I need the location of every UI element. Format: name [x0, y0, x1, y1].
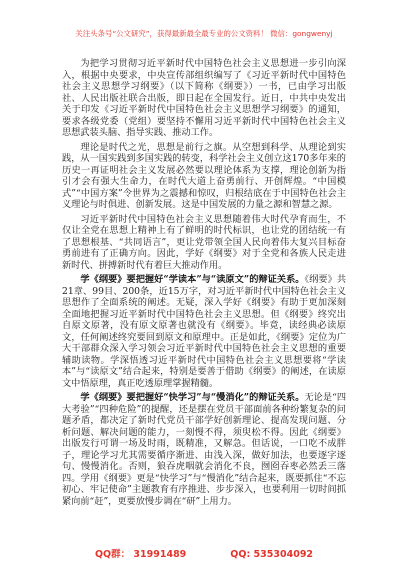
footer-qq-number: QQ: 535304092	[230, 549, 314, 560]
banner-text: 关注头条号“公文研究”，获得最新最全最专业的公文资料！ 微信：gongwenyj	[75, 29, 333, 38]
footer-qq-group: QQ群： 31991489	[94, 549, 187, 560]
paragraph-lead-heading: 学《纲要》要把握好“快学习”与“慢消化”的辩证关系。	[80, 392, 305, 403]
paragraph-text: 为把学习贯彻习近平新时代中国特色社会主义思想进一步引向深入，根据中央要求，中央宣传部组织编写了《习近平新时代中国特色社会主义思想学习纲要》（以下简称《纲要》）一书，已由学习出版社、人民出版社联合出版，即日起在全国发行。近日，中共中央发出关于印发《习近平新时代中国特色社会主义思想学习纲要》的通知，要求各级党委（党组）要坚持不懈用习近平新时代中国特色社会主义思想武装头脑、指导实践、推动工作。	[62, 58, 346, 138]
paragraph-text: 《纲要》共21章、99目、200条，近15万字，对习近平新时代中国特色社会主义思想作了全面系统的阐述。无疑，深入学好《纲要》有助于更加深刻全面地把握习近平新时代中国特色社会主义思想。但《纲要》终究出自原文原著，没有原文原著也就没有《纲要》。毕竟，读经典必读原文，任何阐述终究要回到原文和原理中。正是如此，《纲要》定位为广大干部群众深入学习领会习近平新时代中国特色社会主义思想的重要辅助读物。学深悟透习近平新时代中国特色社会主义思想要将“学读本”与“读原文”结合起来，特别是要善于借助《纲要》的阐述，在读原文中悟原理，真正吃透原理掌握精髓。	[62, 274, 347, 389]
paragraph-text: 理论是时代之光，思想是前行之旗。从空想到科学、从理论到实践，从一国实践到多国实践的转变，科学社会主义创立这170多年来的历史一再证明社会主义发展必然要以理论体系为支撑，理论创新为指引才会有强大生命力，在时代大道上奋勇前行、开创辉煌。“中国模式”“中国方案”令世界为之震撼和惊叹，归根结底在于中国特色社会主义理论与时俱进、创新发展。这是中国发展的力量之源和智慧之源。	[62, 141, 346, 210]
paragraph-4	[62, 274, 346, 389]
footer-contact	[0, 549, 408, 561]
paragraph-lead-heading: 学《纲要》要把握好“学读本”与“读原文”的辩证关系。	[80, 274, 305, 285]
article-body	[62, 58, 346, 510]
paragraph-2	[62, 142, 346, 211]
paragraph-1	[62, 58, 346, 139]
header-banner	[40, 29, 368, 39]
paragraph-text: 无论是“四大考验”“四种危险”的提醒，还是摆在党员干部面前各种纷繁复杂的问题矛盾，都决定了新时代党员干部学好创新理论、提高发现问题、分析问题、解决问题的能力，一刻慢不得，须臾松不得。因此《纲要》出版发行可谓一场及时雨，既精准，又解急。但话说，一口吃不成胖子，理论学习尤其需要循序渐进、由浅入深，做好加法，也要逐字逐句、慢慢消化。否则，狼吞虎咽就会消化不良，囫囵吞枣必然丢三落四。学用《纲要》更是“快学习”与“慢消化”结合起来，既要抓住“不忘初心、牢记使命”主题教育有序推进、步步深入，也要利用一切时间抓紧向前“赶”，更要放慢步调在“研”上用力。	[62, 392, 347, 507]
paragraph-3	[62, 214, 346, 272]
paragraph-5	[62, 392, 346, 507]
paragraph-text: 习近平新时代中国特色社会主义思想随着伟大时代孕育而生，不仅让全党在思想上精神上有了鲜明的时代标识，也让党的团结统一有了思想根基、“共同语言”，更让党带领全国人民向着伟大复兴目标奋勇前进有了正确方向。因此，学好《纲要》对于全党和各族人民走进新时代、拼搏新时代有着巨大推动作用。	[62, 213, 346, 271]
